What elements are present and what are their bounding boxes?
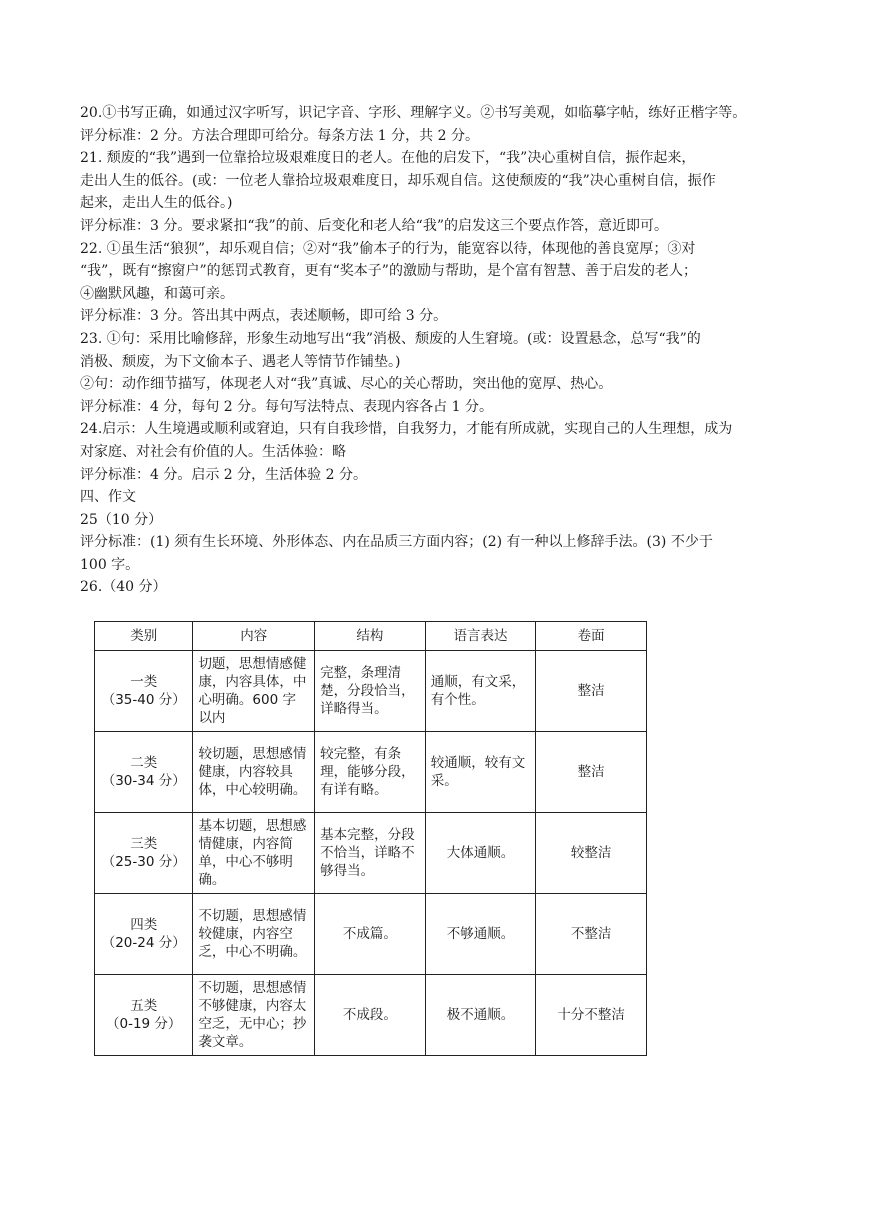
text-line: 走出人生的低谷。(或：一位老人靠拾垃圾艰难度日，却乐观自信。这使颓废的“我”决心重树自信，振作 bbox=[80, 172, 716, 189]
answer-text bbox=[80, 102, 792, 599]
text-line: 起来，走出人生的低谷。) bbox=[80, 195, 233, 212]
language-cell: 不够通顺。 bbox=[425, 894, 536, 975]
neatness-cell: 整洁 bbox=[536, 651, 647, 732]
text-line: 23. ①句：采用比喻修辞，形象生动地写出“我”消极、颓废的人生窘境。(或：设置悬念，总写“我”的 bbox=[80, 330, 701, 347]
text-line: 对家庭、对社会有价值的人。生活体验：略 bbox=[80, 443, 346, 460]
text-line: 评分标准：2 分。方法合理即可给分。每条方法 1 分，共 2 分。 bbox=[80, 127, 479, 144]
neatness-cell: 不整洁 bbox=[536, 894, 647, 975]
header-content: 内容 bbox=[193, 622, 315, 651]
header-structure: 结构 bbox=[315, 622, 426, 651]
structure-cell: 完整，条理清楚，分段恰当，详略得当。 bbox=[315, 651, 426, 732]
text-line: 评分标准：4 分，每句 2 分。每句写法特点、表现内容各占 1 分。 bbox=[80, 398, 493, 415]
text-line: 26.（40 分） bbox=[80, 579, 167, 596]
category-cell bbox=[95, 813, 193, 894]
category-range: （25-30 分） bbox=[101, 854, 186, 870]
text-line: 评分标准：3 分。答出其中两点，表述顺畅，即可给 3 分。 bbox=[80, 308, 448, 325]
category-name: 四类 bbox=[130, 917, 158, 933]
structure-cell: 较完整，有条理，能够分段，有详有略。 bbox=[315, 732, 426, 813]
language-cell: 通顺，有文采，有个性。 bbox=[425, 651, 536, 732]
header-language: 语言表达 bbox=[425, 622, 536, 651]
structure-cell: 基本完整，分段不恰当，详略不够得当。 bbox=[315, 813, 426, 894]
structure-cell: 不成段。 bbox=[315, 975, 426, 1056]
category-range: （0-19 分） bbox=[106, 1016, 182, 1032]
category-cell bbox=[95, 651, 193, 732]
header-neatness: 卷面 bbox=[536, 622, 647, 651]
text-line: ④幽默风趣，和蔼可亲。 bbox=[80, 285, 234, 302]
neatness-cell: 较整洁 bbox=[536, 813, 647, 894]
table-row bbox=[95, 813, 647, 894]
language-cell: 大体通顺。 bbox=[425, 813, 536, 894]
text-line: ②句：动作细节描写，体现老人对“我”真诚、尽心的关心帮助，突出他的宽厚、热心。 bbox=[80, 376, 613, 393]
table-row bbox=[95, 894, 647, 975]
text-line: 评分标准：3 分。要求紧扣“我”的前、后变化和老人给“我”的启发这三个要点作答，意近即可。 bbox=[80, 217, 668, 234]
content-cell: 基本切题，思想感情健康，内容简单，中心不够明确。 bbox=[193, 813, 315, 894]
neatness-cell: 整洁 bbox=[536, 732, 647, 813]
text-line: 20.①书写正确，如通过汉字听写，识记字音、字形、理解字义。②书写美观，如临摹字帖，练好正楷字等。 bbox=[80, 105, 747, 121]
table-row bbox=[95, 651, 647, 732]
category-name: 三类 bbox=[130, 836, 158, 852]
content-cell: 较切题，思想感情健康，内容较具体，中心较明确。 bbox=[193, 732, 315, 813]
table-header-row bbox=[95, 622, 647, 651]
text-line: 评分标准：4 分。启示 2 分，生活体验 2 分。 bbox=[80, 466, 367, 483]
text-line: 评分标准：(1) 须有生长环境、外形体态、内在品质三方面内容；(2) 有一种以上修辞手法。(3) 不少于 bbox=[80, 534, 713, 551]
content-cell: 切题，思想情感健康，内容具体，中心明确。600 字以内 bbox=[193, 651, 315, 732]
category-cell bbox=[95, 975, 193, 1056]
category-range: （30-34 分） bbox=[101, 773, 186, 789]
category-range: （20-24 分） bbox=[101, 935, 186, 951]
language-cell: 较通顺，较有文采。 bbox=[425, 732, 536, 813]
neatness-cell: 十分不整洁 bbox=[536, 975, 647, 1056]
category-name: 一类 bbox=[130, 674, 158, 690]
category-range: （35-40 分） bbox=[101, 692, 186, 708]
content-cell: 不切题，思想感情不够健康，内容太空乏，无中心；抄袭文章。 bbox=[193, 975, 315, 1056]
language-cell: 极不通顺。 bbox=[425, 975, 536, 1056]
table-row bbox=[95, 975, 647, 1056]
text-line: 24.启示：人生境遇或顺利或窘迫，只有自我珍惜，自我努力，才能有所成就，实现自己的人生理想，成为 bbox=[80, 421, 733, 438]
text-line: 21. 颓废的“我”遇到一位靠拾垃圾艰难度日的老人。在他的启发下，“我”决心重树自信，振作起来， bbox=[80, 150, 696, 167]
text-line: 22. ①虽生活“狼狈”，却乐观自信；②对“我”偷本子的行为，能宽容以待，体现他的善良宽厚；③对 bbox=[80, 240, 696, 257]
category-cell bbox=[95, 894, 193, 975]
category-name: 二类 bbox=[130, 755, 158, 771]
grading-table bbox=[94, 621, 647, 1056]
structure-cell: 不成篇。 bbox=[315, 894, 426, 975]
text-line: 25（10 分） bbox=[80, 511, 163, 528]
text-line: 消极、颓废，为下文偷本子、遇老人等情节作铺垫。) bbox=[80, 353, 401, 370]
category-cell bbox=[95, 732, 193, 813]
content-cell: 不切题，思想感情较健康，内容空乏，中心不明确。 bbox=[193, 894, 315, 975]
category-name: 五类 bbox=[130, 998, 158, 1014]
header-category: 类别 bbox=[95, 622, 193, 651]
text-line: 100 字。 bbox=[80, 556, 140, 573]
text-line: “我”，既有“擦窗户”的惩罚式教育，更有“奖本子”的激励与帮助，是个富有智慧、善于启发的老人； bbox=[80, 263, 697, 280]
section-heading: 四、作文 bbox=[80, 489, 136, 506]
table-row bbox=[95, 732, 647, 813]
